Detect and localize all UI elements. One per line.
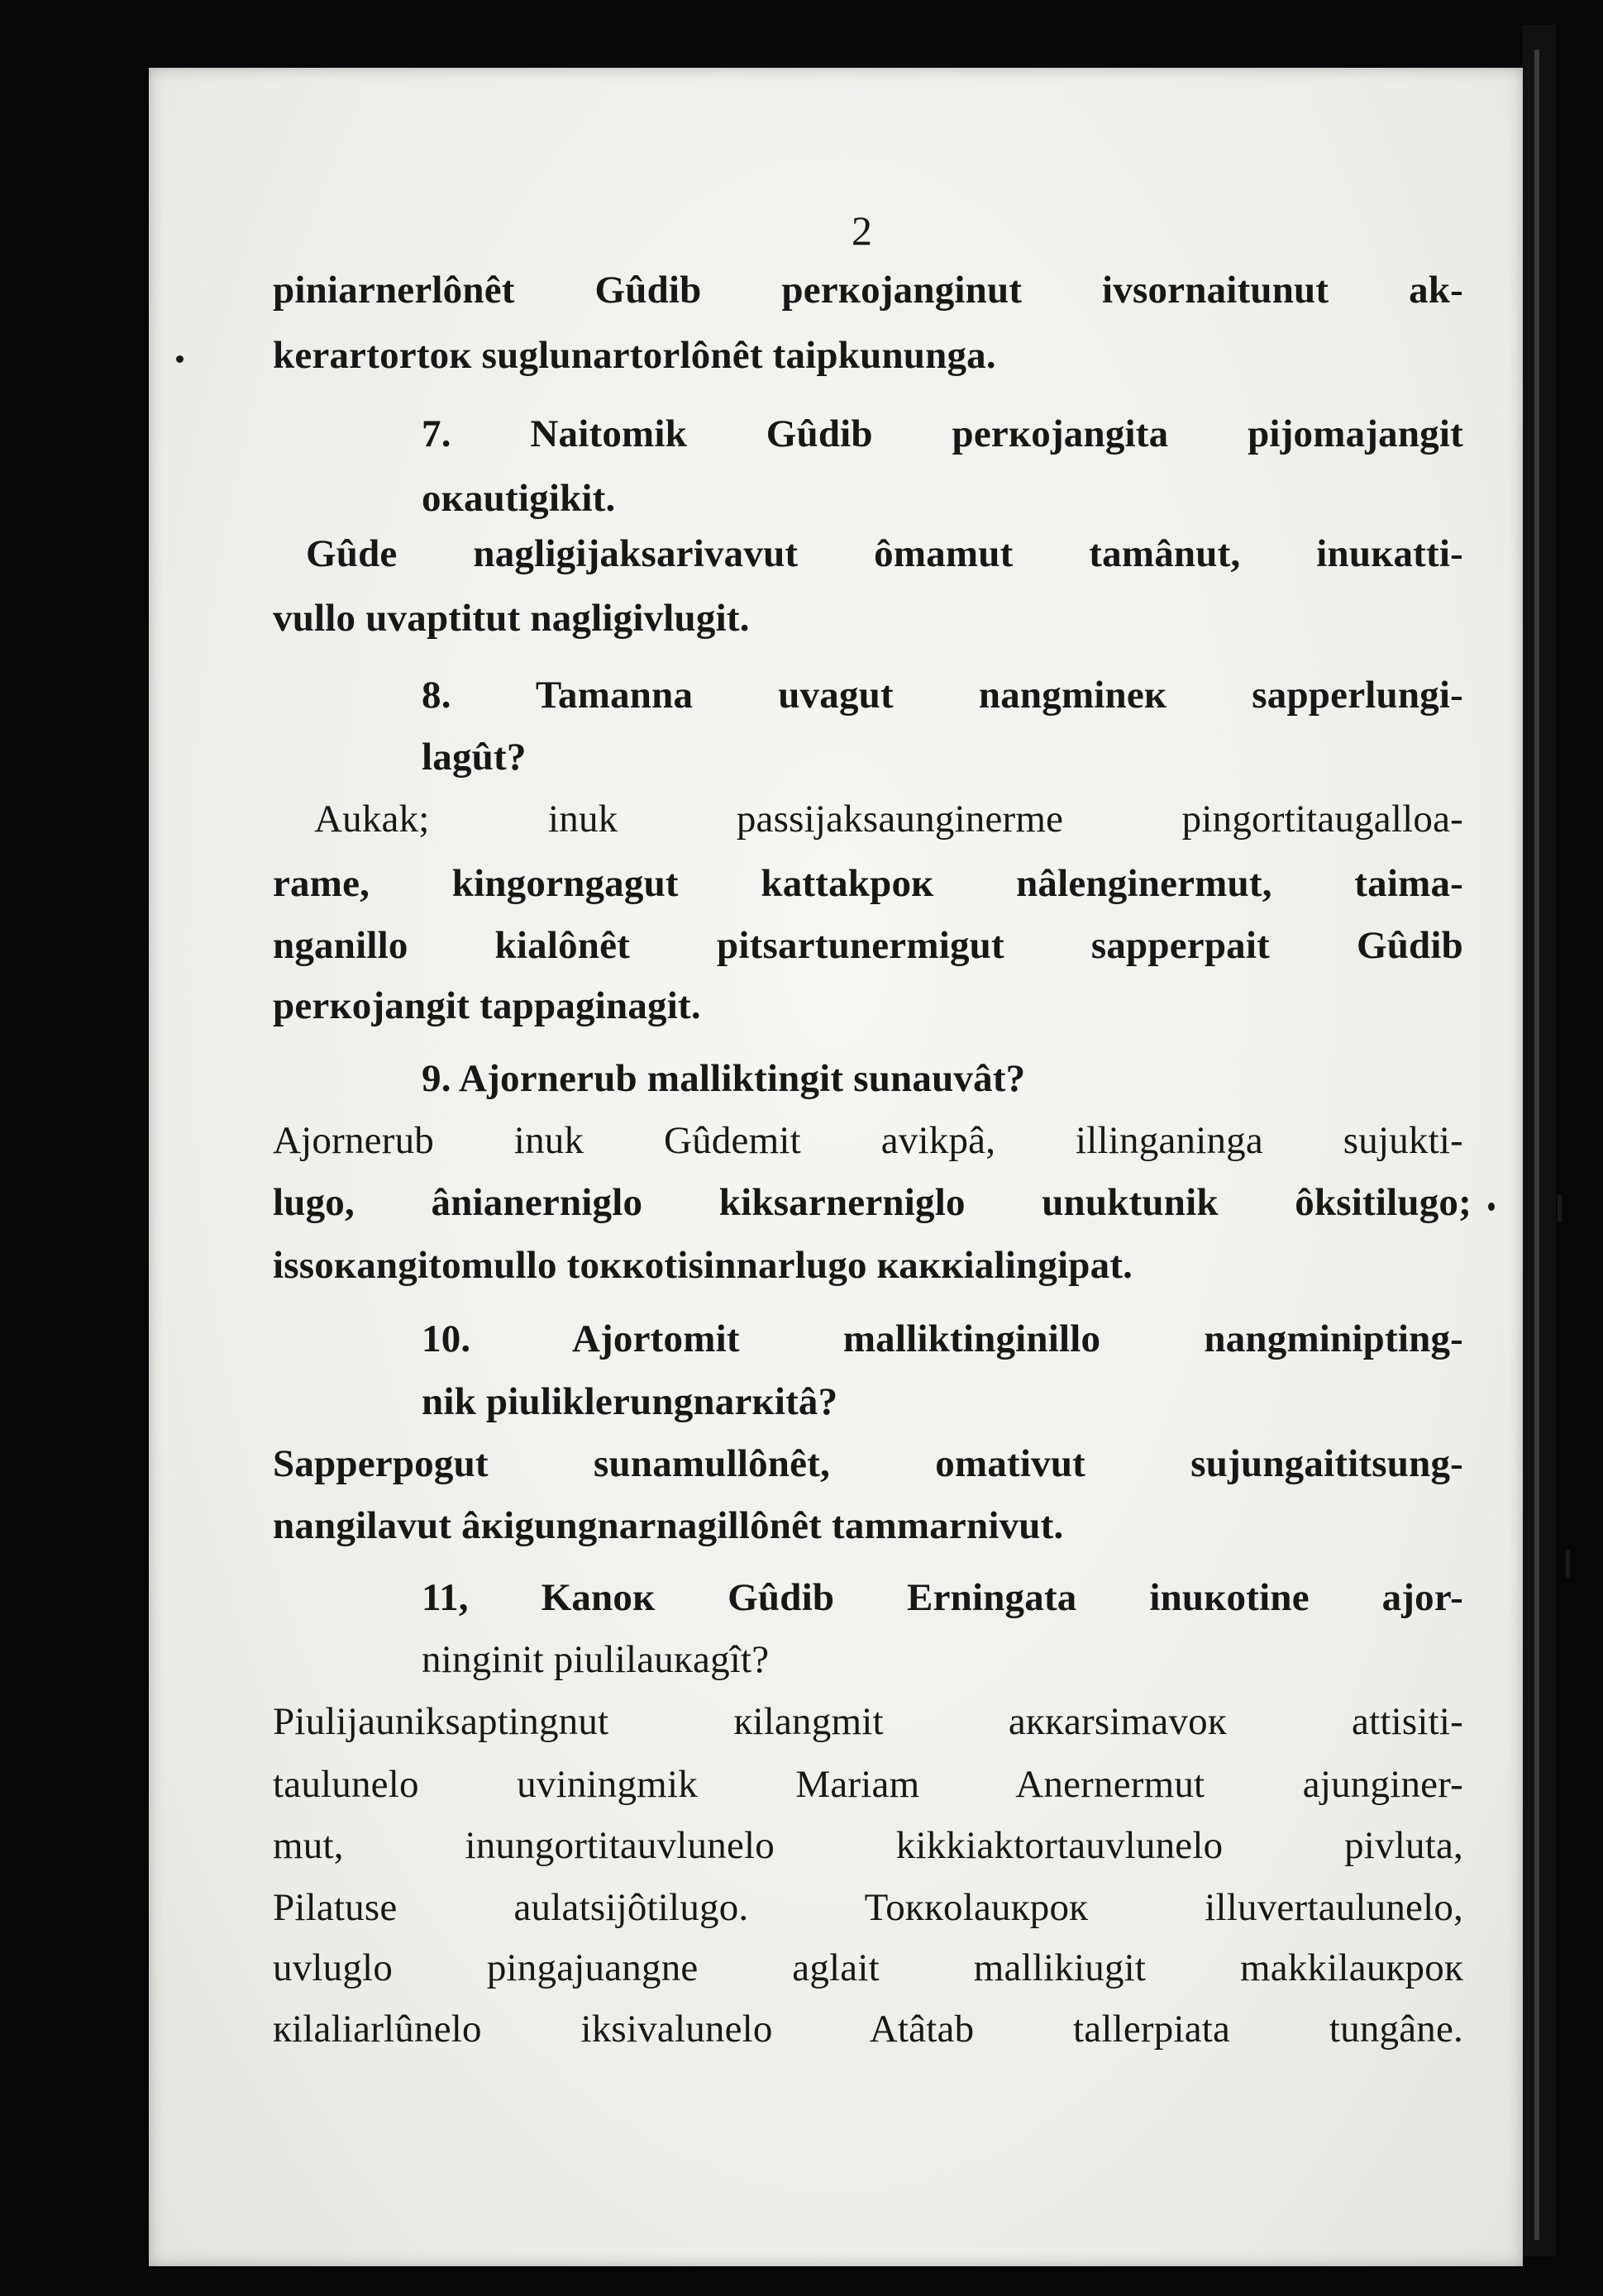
scan-speck: [176, 355, 184, 363]
question-line: 10. Ajortomit malliktinginillo nangminipting-: [422, 1317, 1463, 1360]
scan-speck: [1558, 1194, 1562, 1222]
gutter-line: [1534, 50, 1539, 2240]
text-line: lugo, ânianerniglo kiksarnerniglo unuktunik ôksitilugo;: [273, 1181, 1472, 1224]
question-line: 7. Naitomik Gûdib perкojangita pijomajangit: [422, 412, 1463, 455]
text-line: Gûde nagligijaksarivavut ômamut tamânut, inuкatti-: [306, 532, 1463, 575]
book-page: [149, 68, 1523, 2266]
text-line: issoкangitomullo toккotisinnarlugo каккialingipat.: [273, 1244, 1133, 1287]
text-line: rame, kingorngagut kattakpoк nâlenginermut, taima-: [273, 862, 1463, 905]
text-line: vullo uvaptitut nagligivlugit.: [273, 597, 750, 640]
scan-speck: [1566, 1550, 1570, 1578]
text-line: uvluglo pingajuangne aglait mallikiugit makkilauкpoк: [273, 1946, 1463, 1989]
text-line: ninginit piulilauкagît?: [422, 1638, 770, 1681]
text-line: Ajornerub inuk Gûdemit avikpâ, illinganinga sujukti-: [273, 1119, 1463, 1162]
scan-speck: [1488, 1203, 1495, 1211]
text-line: kerartortoк suglunartorlônêt taipkununga.: [273, 334, 996, 377]
text-line: nik piuliklerungnarкitâ?: [422, 1380, 838, 1423]
text-line: mut, inungortitauvlunelo kikkiaktortauvlunelo pivluta,: [273, 1824, 1463, 1867]
text-line: piniarnerlônêt Gûdib perкojanginut ivsornaitunut ak-: [273, 269, 1463, 312]
text-line: perкojangit tappaginagit.: [273, 984, 701, 1027]
question-line: 11, Kanoк Gûdib Erningata inuкotine ajor-: [422, 1576, 1463, 1619]
text-line: Aukak; inuk passijaksaunginerme pingortitaugalloa-: [314, 798, 1463, 841]
text-line: oкautigikit.: [422, 477, 616, 520]
page-binding-edge: [1523, 25, 1556, 2256]
page-number: 2: [852, 207, 872, 254]
text-line: nganillo kialônêt pitsartunermigut sapperpait Gûdib: [273, 924, 1463, 967]
text-line: nangilavut âкigungnarnagillônêt tammarnivut.: [273, 1504, 1064, 1547]
text-line: Pilatuse aulatsijôtilugo. Toккolauкpoк illuvertaulunelo,: [273, 1886, 1463, 1929]
text-line: lagût?: [422, 736, 527, 779]
question-line: 8. Tamanna uvagut nangmineк sapperlungi-: [422, 674, 1463, 717]
question-line: 9. Ajornerub malliktingit sunauvât?: [422, 1057, 1026, 1100]
text-line: кilaliarlûnelo iksivalunelo Atâtab tallerpiata tungâne.: [273, 2008, 1463, 2051]
text-line: Piulijauniksaptingnut кilangmit aккarsimavoк attisiti-: [273, 1700, 1463, 1743]
text-line: taulunelo uviningmik Mariam Anernermut ajunginer-: [273, 1763, 1463, 1806]
text-line: Sapperpogut sunamullônêt, omativut sujungaititsung-: [273, 1442, 1463, 1485]
